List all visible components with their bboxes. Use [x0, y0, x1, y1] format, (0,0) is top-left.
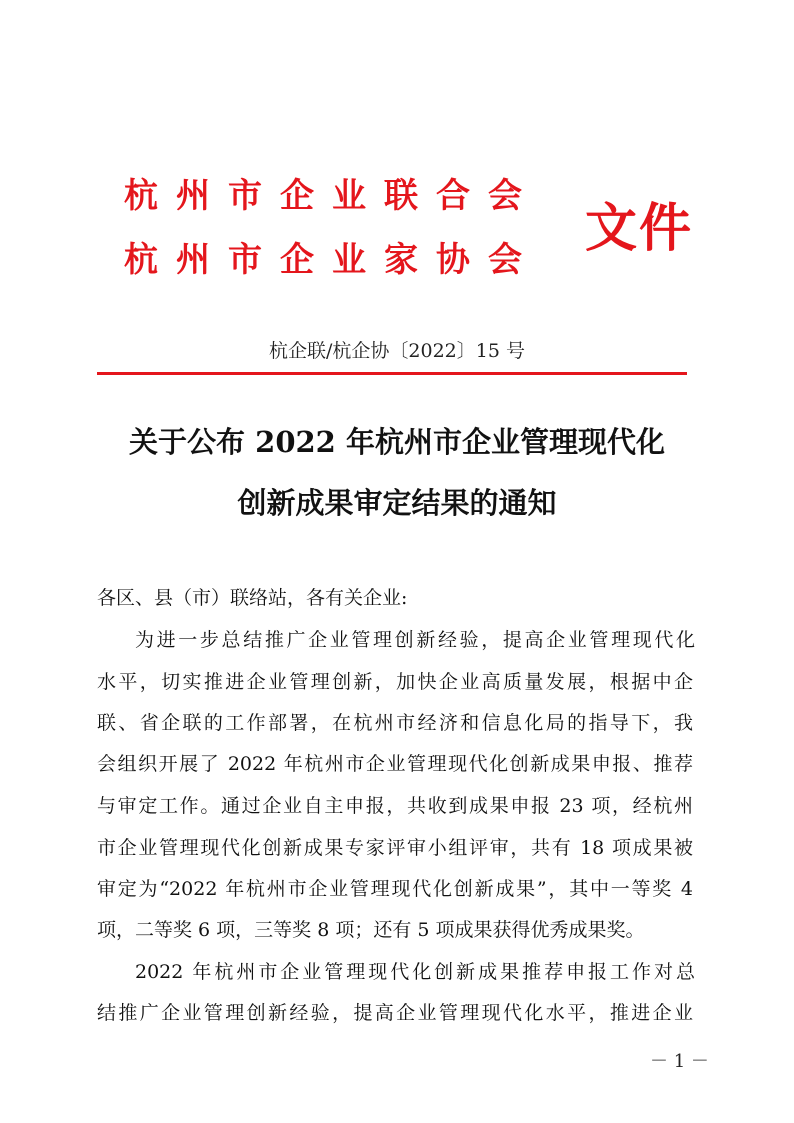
document-title-line-2: 创新成果审定结果的通知	[237, 486, 557, 520]
page-number: － 1 －	[650, 1051, 709, 1072]
body-line: 审定为“2022 年杭州市企业管理现代化创新成果”，其中一等奖 4	[97, 878, 693, 900]
issuer-name-line-2: 杭州市企业家协会	[124, 240, 540, 280]
body-line: 为进一步总结推广企业管理创新经验，提高企业管理现代化	[135, 629, 695, 651]
salutation: 各区、县（市）联络站，各有关企业:	[97, 587, 408, 609]
body-line: 市企业管理现代化创新成果专家评审小组评审，共有 18 项成果被	[97, 837, 693, 859]
body-line: 2022 年杭州市企业管理现代化创新成果推荐申报工作对总	[135, 961, 695, 983]
document-title-line-1: 关于公布 2022 年杭州市企业管理现代化	[129, 425, 665, 459]
body-line: 项，二等奖 6 项，三等奖 8 项；还有 5 项成果获得优秀成果奖。	[97, 919, 645, 941]
document-type-label: 文件	[585, 198, 694, 259]
body-line: 与审定工作。通过企业自主申报，共收到成果申报 23 项，经杭州	[97, 795, 693, 817]
body-line: 联、省企联的工作部署，在杭州市经济和信息化局的指导下，我	[97, 712, 693, 734]
body-line: 结推广企业管理创新经验，提高企业管理现代化水平，推进企业	[97, 1002, 693, 1024]
red-divider-line	[97, 372, 687, 375]
body-line: 会组织开展了 2022 年杭州市企业管理现代化创新成果申报、推荐	[97, 753, 693, 775]
document-number: 杭企联/杭企协〔2022〕15 号	[269, 340, 525, 362]
issuer-name-line-1: 杭州市企业联合会	[124, 176, 540, 216]
body-line: 水平，切实推进企业管理创新，加快企业高质量发展，根据中企	[97, 671, 693, 693]
